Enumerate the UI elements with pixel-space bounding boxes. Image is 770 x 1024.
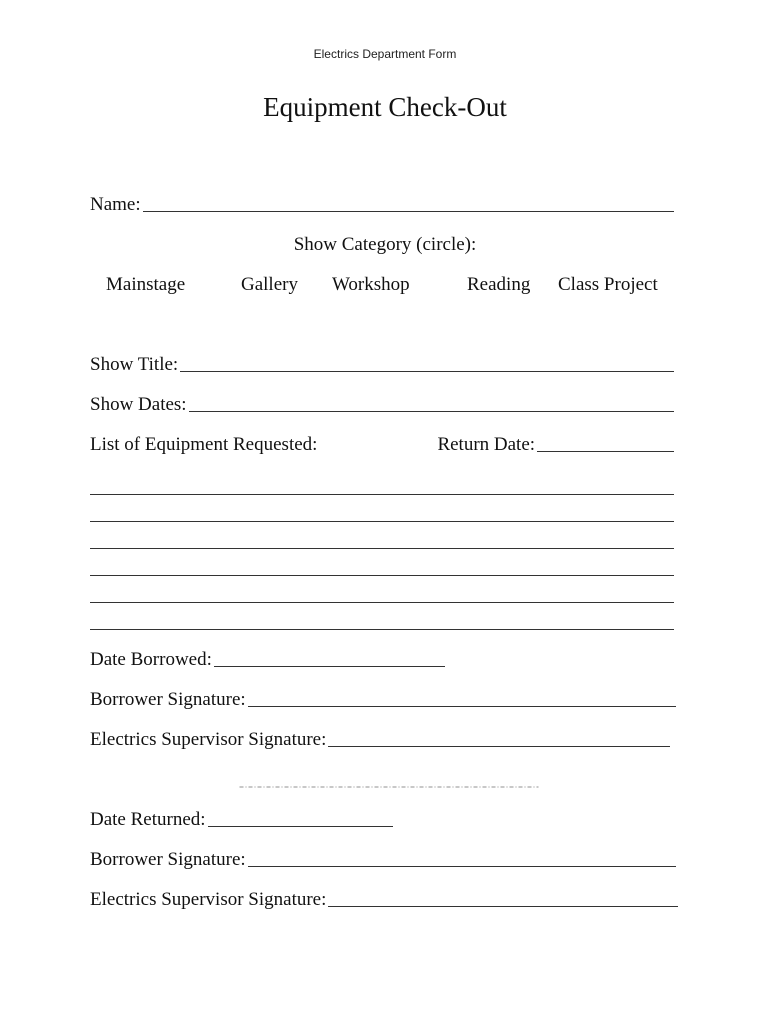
return-date-label: Return Date:: [437, 434, 536, 455]
equipment-line[interactable]: [90, 575, 674, 576]
category-workshop[interactable]: Workshop: [332, 274, 410, 295]
supervisor-signature-blank[interactable]: [328, 745, 670, 747]
date-borrowed-label: Date Borrowed:: [90, 649, 212, 670]
show-dates-field[interactable]: [90, 394, 674, 416]
show-title-label: Show Title:: [90, 354, 179, 375]
name-field[interactable]: [90, 194, 674, 216]
cut-line-separator: [90, 786, 688, 788]
equipment-line[interactable]: [90, 494, 674, 495]
equipment-line[interactable]: [90, 629, 674, 630]
show-dates-label: Show Dates:: [90, 394, 187, 415]
category-mainstage[interactable]: Mainstage: [106, 274, 186, 295]
show-title-field[interactable]: [90, 354, 674, 376]
return-date-blank[interactable]: [537, 450, 674, 452]
borrower-signature-label: Borrower Signature:: [90, 689, 246, 710]
borrower-signature-return-field[interactable]: [90, 849, 676, 871]
category-reading[interactable]: Reading: [467, 274, 531, 295]
borrower-signature-field[interactable]: [90, 689, 676, 711]
show-category-label: Show Category (circle):: [293, 234, 477, 255]
supervisor-signature-return-blank[interactable]: [328, 905, 678, 907]
show-title-blank[interactable]: [180, 370, 674, 372]
date-borrowed-field[interactable]: [90, 649, 445, 671]
date-returned-field[interactable]: [90, 809, 393, 831]
date-returned-label: Date Returned:: [90, 809, 206, 830]
name-blank[interactable]: [143, 210, 674, 212]
category-gallery[interactable]: Gallery: [241, 274, 298, 295]
supervisor-signature-label: Electrics Supervisor Signature:: [90, 729, 327, 750]
name-label: Name:: [90, 194, 141, 215]
equipment-line[interactable]: [90, 521, 674, 522]
equipment-header-row: [90, 434, 674, 456]
equipment-line[interactable]: [90, 548, 674, 549]
equipment-list-label: List of Equipment Requested:: [90, 434, 318, 455]
borrower-signature-return-label: Borrower Signature:: [90, 849, 246, 870]
page-title: Equipment Check-Out: [263, 92, 507, 122]
date-borrowed-blank[interactable]: [214, 665, 445, 667]
form-header: Electrics Department Form: [313, 47, 457, 61]
supervisor-signature-field[interactable]: [90, 729, 670, 751]
borrower-signature-blank[interactable]: [248, 705, 676, 707]
show-dates-blank[interactable]: [189, 410, 674, 412]
category-class-project[interactable]: Class Project: [558, 274, 658, 295]
date-returned-blank[interactable]: [208, 825, 393, 827]
borrower-signature-return-blank[interactable]: [248, 865, 676, 867]
supervisor-signature-return-field[interactable]: [90, 889, 678, 911]
supervisor-signature-return-label: Electrics Supervisor Signature:: [90, 889, 327, 910]
equipment-line[interactable]: [90, 602, 674, 603]
